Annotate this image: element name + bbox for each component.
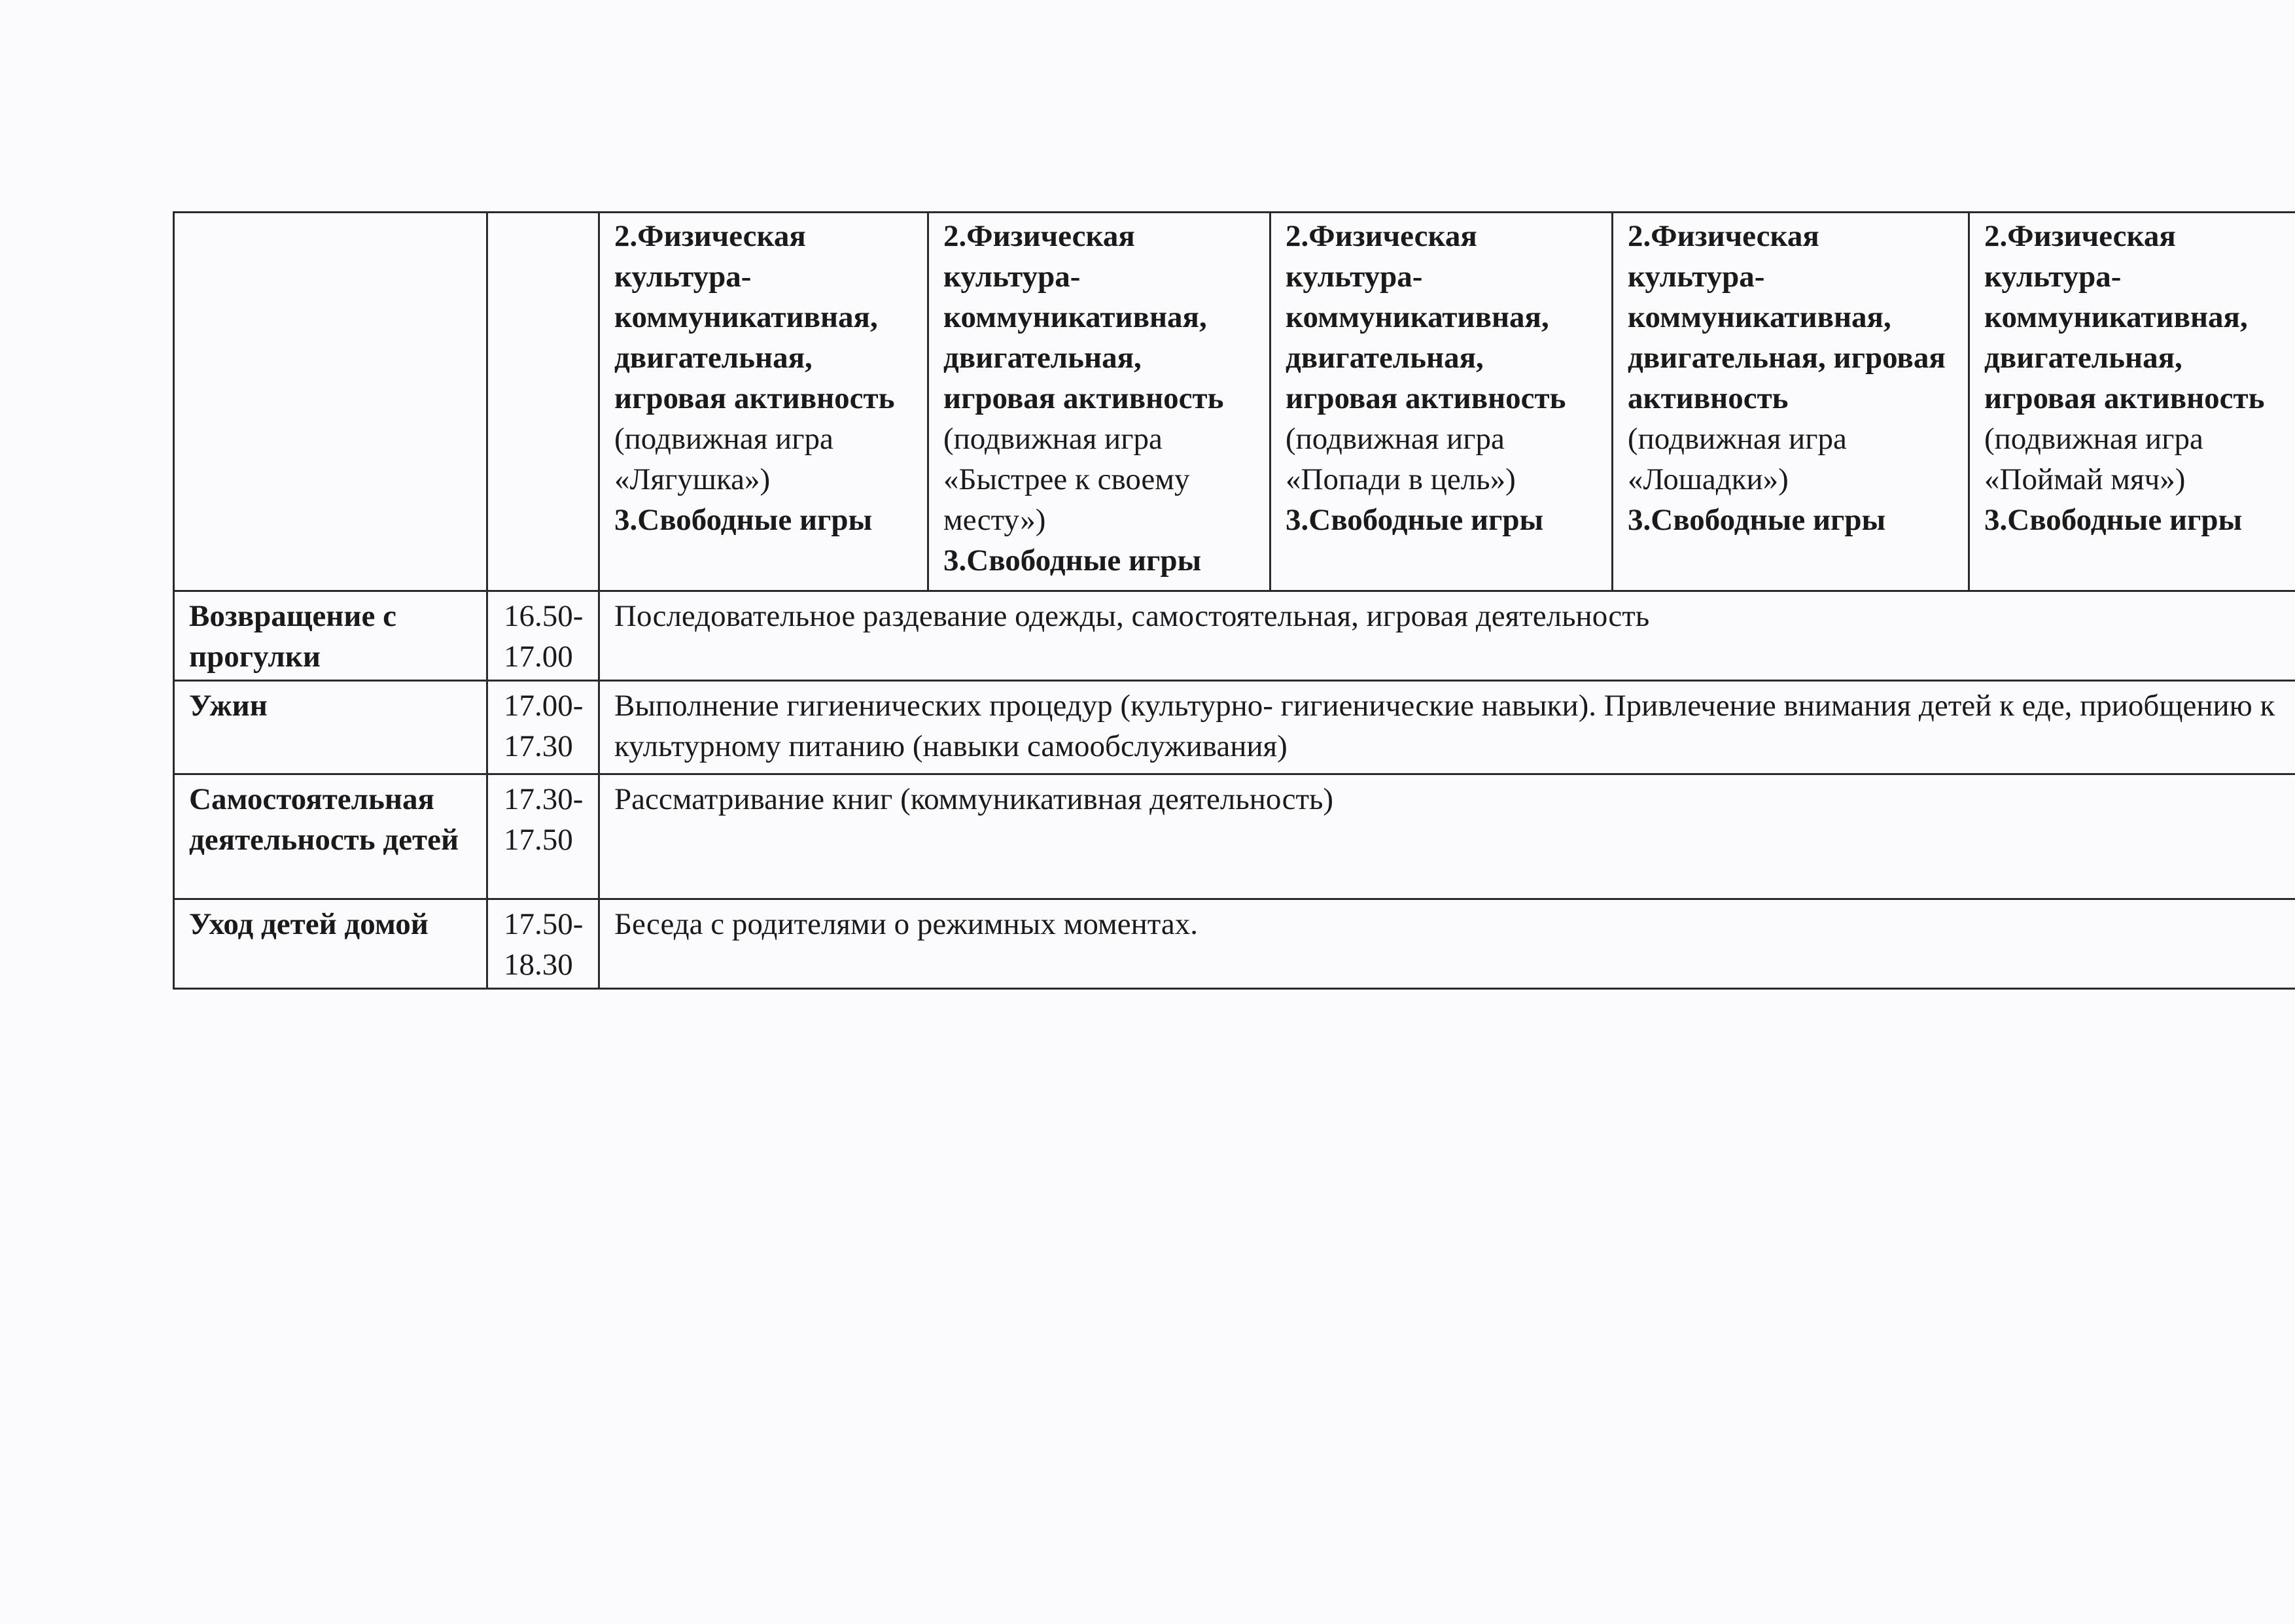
day-cell-3 (1270, 213, 1613, 591)
activity-description: Последовательное раздевание одежды, самостоятельная, игровая деятельность (599, 591, 2295, 681)
activity-name: Уход детей домой (174, 899, 487, 989)
day-cell-game: (подвижная игра «Лошадки») (1628, 422, 1847, 496)
day-cell-4 (1613, 213, 1969, 591)
table-row (174, 899, 2295, 989)
time-range: 16.50-17.00 (487, 591, 599, 681)
day-cell-2 (928, 213, 1270, 591)
day-cell-free-games: 3.Свободные игры (614, 503, 873, 537)
table-row (174, 591, 2295, 681)
activity-description: Рассматривание книг (коммуникативная деятельность) (599, 774, 2295, 899)
day-cell-5 (1969, 213, 2295, 591)
day-cell-header: 2.Физическая культура-коммуникативная, двигательная, игровая активность (943, 219, 1224, 415)
activity-name: Возвращение с прогулки (174, 591, 487, 681)
activity-description: Беседа с родителями о режимных моментах. (599, 899, 2295, 989)
day-cell-header: 2.Физическая культура-коммуникативная, двигательная, игровая активность (1628, 219, 1946, 415)
daily-schedule-table (173, 211, 2295, 990)
schedule-table-wrap (173, 211, 2295, 990)
time-range: 17.00-17.30 (487, 681, 599, 774)
day-cell-header: 2.Физическая культура-коммуникативная, двигательная, игровая активность (1286, 219, 1566, 415)
table-row-activities (174, 213, 2295, 591)
day-cell-free-games: 3.Свободные игры (1984, 503, 2243, 537)
table-row (174, 681, 2295, 774)
day-cell-game: (подвижная игра «Лягушка») (614, 422, 833, 496)
empty-activity-cell (174, 213, 487, 591)
day-cell-header: 2.Физическая культура-коммуникативная, двигательная, игровая активность (1984, 219, 2265, 415)
activity-name: Ужин (174, 681, 487, 774)
activity-description: Выполнение гигиенических процедур (культурно- гигиенические навыки). Привлечение внимания детей к еде, приобщению к культурному питанию (навыки самообслуживания) (599, 681, 2295, 774)
day-cell-free-games: 3.Свободные игры (1628, 503, 1886, 537)
activity-name: Самостоятельная деятельность детей (174, 774, 487, 899)
day-cell-1 (599, 213, 928, 591)
table-row (174, 774, 2295, 899)
day-cell-game: (подвижная игра «Поймай мяч») (1984, 422, 2203, 496)
time-range: 17.50-18.30 (487, 899, 599, 989)
day-cell-free-games: 3.Свободные игры (1286, 503, 1544, 537)
day-cell-header: 2.Физическая культура-коммуникативная, двигательная, игровая активность (614, 219, 895, 415)
time-range: 17.30-17.50 (487, 774, 599, 899)
empty-time-cell (487, 213, 599, 591)
day-cell-game: (подвижная игра «Попади в цель») (1286, 422, 1516, 496)
day-cell-game: (подвижная игра «Быстрее к своему месту») (943, 422, 1190, 537)
day-cell-free-games: 3.Свободные игры (943, 544, 1202, 578)
